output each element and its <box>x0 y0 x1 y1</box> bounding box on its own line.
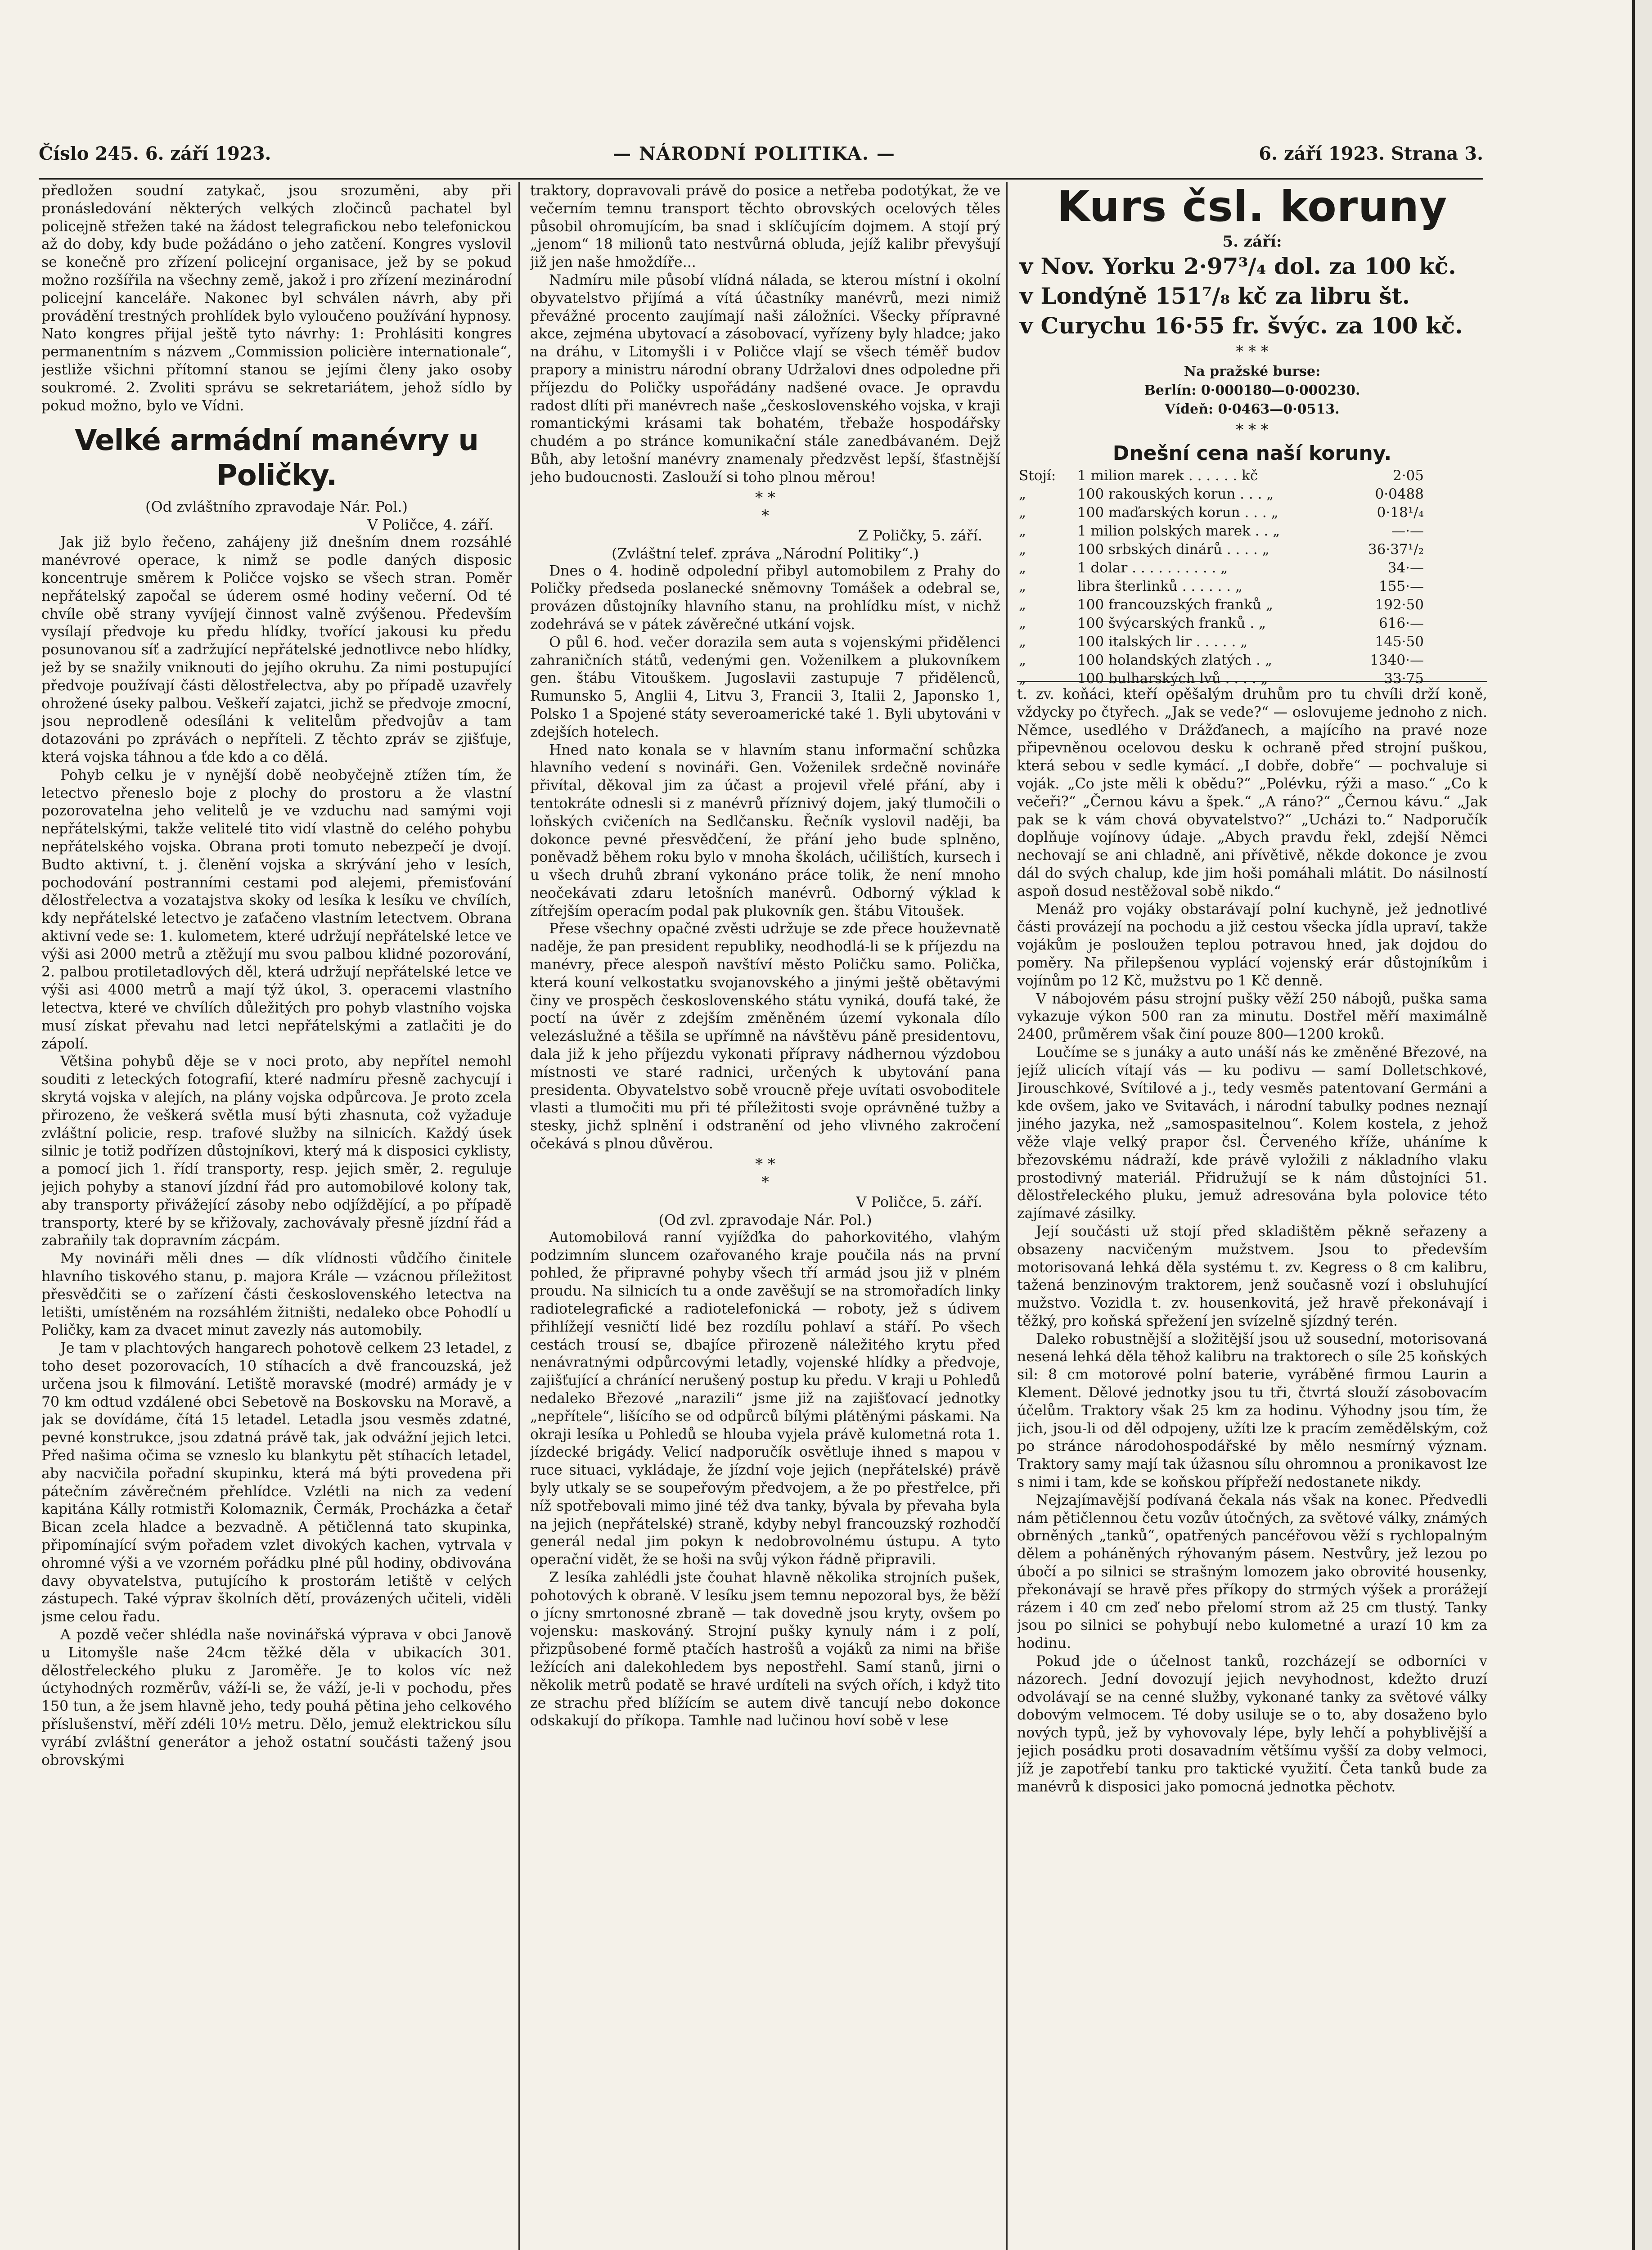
article-paragraph: Hned nato konala se v hlavním stanu informační schůzka hlavního vedení s novináři. Gen. Voženilek srdečně novináře přivítal, děkoval jim za účast a projevil vřelé přání, aby i tentokráte odnesli si z manévrů příznivý dojem, jaký tlumočili o loňských cvičeních na Sedlčansku. Řečník vyslovil naději, ba dokonce pevné přesvědčení, že přání jeho bude splněno, poněvadž během roku bylo v mnoha školách, učilištích, kursech i u všech druhů zbraní vykonáno práce tolik, že není mnoho neočekávati zdaru letošních manévrů. Odborný výklad k zítřejším operacím podal pak plukovník gen. štábu Vitoušek. <box>530 742 1000 919</box>
article-paragraph: Jak již bylo řečeno, zahájeny již dnešním dnem rozsáhlé manévrové operace, k nimž se podle daných disposic koncentruje směrem k Poličce vojsko se všech stran. Poměr nepřátelský započal se úderem osmé hodiny večerní. Od té chvíle obě strany vyvíjejí činnost valně zvýšenou. Především vysílají předvoje ku předu hlídky, tvořící jakousi ku předu posunovanou síť a zadržující nepřátelské jednotlivce nebo hlídky, jež by se snažily vniknouti do jejího okruhu. Za nimi postupující předvoje používají části dělostřelectva, aby po případě uzavřely ohrožené úseky palbou. Veškeří zajatci, jichž se předvoje zmocní, jsou neprodleně odesíláni k velitelům předvojův a tam dotazováni po zprávách o nepříteli. Z těchto zpráv se zjišťuje, která vojska táhnou a ťde kdo a co dělá. <box>41 534 512 765</box>
article-paragraph: Z lesíka zahlédli jste čouhat hlavně několika strojních pušek, pohotových k obraně. V lesíku jsem temnu nepozoral bys, že běží o jícny smrtonosné zbraně — tak dovedně jsou kryty, ovšem po vojensku: maskováný. Strojní pušky kynuly nám i z polí, přizpůsobené formě ptačích hastrošů a vojáků za nimi na břiše ležících ani dalekohledem bys nepostřehl. Samí stanů, jirni o několik metrů podatě se hravé urdíteli na svých ořích, i když tito ze strachu před blížícím se autem divě tancují nebo dokonce odskakují do příkopa. Tamhle nad lučinou hoví sobě v lese <box>530 1569 1000 1729</box>
rate-new-york: v Nov. Yorku 2·97³/₄ dol. za 100 kč. <box>1020 253 1456 279</box>
article-paragraph: traktory, dopravovali právě do posice a netřeba podotýkat, že ve večerním temnu transport těchto obrovských ocelových těles působil ohromujícím, ba snad i sklíčujícím dojmem. A stojí prý „jenom“ 18 milionů tato nestvůrná obluda, jejíž kalibr převyšují již jen naše hmoždíře... <box>530 183 1000 271</box>
article-paragraph: Většina pohybů děje se v noci proto, aby nepřítel nemohl souditi z leteckých fotografií, které nadmíru přesně zachycují i skrytá vojska v alejích, na plány vojska odpůrcova. Je proto zcela přirozeno, že veškerá světla musí býti zhasnuta, což vyžaduje zvláštní policie, resp. trafové služby na silnicích. Každý úsek silnic je totiž podřízen důstojníkovi, který má k disposici cyklisty, a pomocí jich 1. řídí transporty, resp. jejich směr, 2. reguluje jejich pohyby a stanoví jízdní řád pro automobilové kolony tak, aby transporty přivážející zásoby nebo odjíždějící, a po případě transporty, které by se křižovaly, zachovávaly přesně jízdní řád a zabraňily tak dopravním zácpám. <box>41 1053 512 1249</box>
column-2 <box>530 182 1000 2250</box>
article-dateline: V Poličce, 5. září. <box>856 1193 982 1210</box>
article-paragraph: Daleko robustnější a složitější jsou už sousední, motorisovaná nesená lehká děla těhož kalibru na traktorech o síle 25 koňských sil: 8 cm motorové polní baterie, vyráběné firmou Laurin a Klement. Dělové jednotky jsou tu tři, čtvrtá slouží zásobovacím účelům. Traktory však 25 km za hodinu. Výhodny jsou tím, že jich, jsou-li od děl odpojeny, užíti lze k pracím zemědělským, což po stránce národohospodářské by mělo nesmírný význam. Traktory samy mají tak úžasnou sílu ohromnou a pronikavost lze s nimi i tam, kde se koňskou přípřeží nedostanete nikdy. <box>1017 1331 1487 1491</box>
article-paragraph: Její součásti už stojí před skladištěm pěkně seřazeny a obsazeny nacvičeným mužstvem. Jsou to především motorisovaná lehká děla systému t. zv. Kegress o 8 cm kalibru, tažená benzinovým traktorem, jenž současně vozí i obsluhující mužstvo. Vozidla t. zv. housenkovitá, jež hravě překonávají i těžký, pro koňská spřežení jen svízelně sjízdný terén. <box>1017 1223 1487 1329</box>
rate-item: 1 milion marek . . . . . . kč <box>1077 468 1258 484</box>
article-paragraph: A pozdě večer shlédla naše novinářská výprava v obci Janově u Litomyšle naše 24cm těžké děla v ubikacích 301. dělostřeleckého pluku z Jaroměře. Je to kolos víc než úctyhodných rozměrův, váží-li se, že váží, je-li v pochodu, přes 150 tun, a že jsem hlavně jeho, tedy pouhá pětina jeho celkového příslušenství, měří zdéli 10½ metru. Dělo, jemuž elektrickou sílu vyrábí zvláštní generátor a jehož ostatní součásti tažený jsou obrovskými <box>41 1626 512 1768</box>
rate-item: 100 rakouských korun . . . „ <box>1077 486 1274 502</box>
rate-item: 100 italských lir . . . . . „ <box>1077 634 1248 650</box>
exchange-rate-title: Kurs čsl. koruny <box>1057 182 1448 231</box>
rate-zurich: v Curychu 16·55 fr. švýc. za 100 kč. <box>1020 312 1463 339</box>
page-header <box>39 143 1483 170</box>
section-separator: * * * <box>1236 342 1269 360</box>
exchange-rate-date: 5. září: <box>1222 233 1282 251</box>
rate-value: 2·05 <box>1392 468 1424 484</box>
article-paragraph: Nejzajímavější podívaná čekala nás však na konec. Předvedli nám pětičlennou četu vozův útočných, za světové války, známých obrněných „tanků“, opatřených pancéřovou věží s rychlopalným dělem a poháněných rýhovaným pásem. Nestvůry, jež lezou po úbočí a po silnici se strašným lomozem jako obrovité housenky, překonávají se hravě přes příkopy do strmých výšek a prorážejí rázem i 40 cm zeď nebo přelomí strom až 25 cm tlustý. Tanky jsou po silnici se pohybují nebo kulometné a urazí 10 km za hodinu. <box>1017 1492 1487 1652</box>
article-paragraph: Je tam v plachtových hangarech pohotově celkem 23 letadel, z toho deset pozorovacích, 10 stíhacích a dvě francouzská, jež určena jsou k filmování. Letiště moravské (modré) armády je v 70 km odtud vzdálené obci Sebetově na Boskovsku na Moravě, a jak se dovídáme, čítá 15 letadel. Letadla jsou vesměs zdatné, pevné konstrukce, jsou zdatná právě tak, jak odvážní jejich letci. Před našima očima se vzneslo ku blankytu pět stíhacích letadel, aby nacvičila pořadní skupinku, která má býti provedena při pátečním závěrečném přehlídce. Vzlétli na nich za vedení kapitána Kálly rotmistři Kolomaznik, Čermák, Procházka a četař Bican zcela hladce a bezvadně. A pětičlenná tato skupinka, připomínající svým pořadem vzlet divokých kachen, vytrvala v ohromné výši a ve vzorném pořádku plné půl hodiny, obdivována davy obyvatelstva, putujícího k prostorám letiště v celých zástupech. Také výprav školních dětí, provázených učiteli, viděli jsme celou řadu. <box>41 1340 512 1625</box>
article-headline: Velké armádní manévry u Poličky. <box>75 424 478 493</box>
rate-item: 100 holandských zlatých . „ <box>1077 652 1272 668</box>
rate-item: 100 francouzských franků „ <box>1077 597 1273 613</box>
rate-item: 100 švýcarských franků . „ <box>1077 615 1266 631</box>
header-rule <box>39 178 1483 180</box>
rate-value: 0·0488 <box>1375 486 1424 502</box>
article-paragraph: Dnes o 4. hodině odpolední přibyl automobilem z Prahy do Poličky předseda poslanecké sněmovny Tomášek a odebral se, provázen důstojníky hlavního stanu, na prohlídku míst, v nichž zodehrává se v pátek závěrečné utkání vojsk. <box>530 562 1000 633</box>
rate-item: 100 bulharských lvů . . . . „ <box>1077 670 1268 687</box>
article-byline: (Zvláštní telef. zpráva „Národní Politiky“.) <box>612 544 919 562</box>
table-row: „ 100 rakouských korun . . . „ 0·0488 <box>1019 485 1424 504</box>
table-row: „ 100 francouzských franků „ 192·50 <box>1019 596 1424 614</box>
article-paragraph: Přese všechny opačné zvěsti udržuje se zde přece houževnatě naděje, že pan president republiky, neodhodlá-li se k příjezdu na manévry, přece alespoň navštíví město Poličku samo. Polička, která kouní velkostatku svojanovského a jinými ještě obětavými činy ve prospěch československého státu vyniká, doufá také, že poctí na úvěr z zdejším změněném území vykonala dílo velezáslužné a těšila se upřímně na návštěvu páně presidentovu, dala již k jeho příjezdu vykonati přípravy nádhernou výzdobou místnosti ve staré radnici, určených k ubytování pana presidenta. Obyvatelstvo sobě vroucně přeje uvítati osvoboditele vlasti a tlumočiti mu při té příležitosti svoje oprávněné tužby a stesky, jichž splnění i odstranění od jeho vlivného zakročení očekává s plnou důvěrou. <box>530 921 1000 1152</box>
rate-value: 145·50 <box>1375 634 1424 650</box>
table-row: „ 1 milion polských marek . . „ —·— <box>1019 522 1424 540</box>
rate-value: 33·75 <box>1384 670 1424 687</box>
column-3 <box>1017 182 1487 2250</box>
article-byline: (Od zvláštního zpravodaje Nár. Pol.) <box>145 498 408 516</box>
section-separator: * * * <box>755 1155 775 1191</box>
rate-value: 616·— <box>1378 615 1424 631</box>
date-page-number: 6. září 1923. Strana 3. <box>1259 143 1483 164</box>
rate-london: v Londýně 151⁷/₈ kč za libru št. <box>1020 283 1410 309</box>
column-1 <box>41 182 512 2250</box>
scan-edge <box>1632 0 1652 2250</box>
article-paragraph: Nadmíru mile působí vlídná nálada, se kterou místní i okolní obyvatelstvo přijímá a vítá účastníky manévrů, mezi nimiž převážné procento zaujímají naši záložníci. Všecky přípravné akce, zejména ubytovací a zásobovací, vyřízeny byly hladce; jako na dráhu, v Litomyšli i v Poličce vlají se všech téměř budov prapory a ministru národní obrany Udržalovi dnes odpoledne při příjezdu do Poličky uspořádány nadšené ovace. Je opravdu radost dlíti při manévrech naše „československého vojska, v kraji romantickými krásami tak bohatém, třebaže hospodářsky chudém a po stránce komunikační stále zanedbávaném. Dejž Bůh, aby letošní manévry znamenaly předzvěst lepší, šťastnější jeho budoucnosti. Zaslouží si toho plnou měrou! <box>530 272 1000 486</box>
burse-berlin: Berlín: 0·000180—0·000230. <box>1144 382 1360 398</box>
rate-value: 36·37¹/₂ <box>1368 541 1424 558</box>
column-rule <box>518 182 520 2250</box>
burse-title: Na pražské burse: <box>1184 364 1321 379</box>
rate-value: 155·— <box>1378 578 1424 594</box>
article-paragraph: Pohyb celku je v nynější době neobyčejně ztížen tím, že letectvo přeneslo boje z plochy do prostoru a že vlastní pozorovatelna jeho velitelů je ve vzduchu nad samými voji nepřátelskými, takže velitelé tito vidí vlastně do celého pohybu nepřátelského vojska. Obrana proti tomuto nebezpečí je dvojí. Budto aktivní, t. j. členění vojska a skrývání jeho v lesích, pochodování postranními cestami pod alejemi, přemisťování dělostřelectva a vozatajstva skoky od lesíka k lesíku ve chvílích, kdy nepřátelské letectvo je zaťačeno vlastním letectvem. Obrana aktivní vede se: 1. kulometem, které udržují nepřátelské letce ve výši asi 2000 metrů a ztěžují mu svou palbou klidné pozorování, 2. palbou protiletadlových děl, která udržují nepřátelské letce ve výši asi 4000 metrů a mají týž úkol, 3. operacemi vlastního letectva, které ve chvílích důležitých pro pohyb vlastního vojska musí získat převahu nad letci nepřátelskými a zatlačiti je do zápolí. <box>41 767 512 1052</box>
section-separator: * * * <box>755 488 775 525</box>
rate-item: 100 maďarských korun . . . „ <box>1077 504 1278 521</box>
table-row: „ 100 maďarských korun . . . „ 0·18¹/₄ <box>1019 504 1424 522</box>
rate-item: 100 srbských dinárů . . . . „ <box>1077 541 1269 558</box>
crown-price-title: Dnešní cena naší koruny. <box>1112 442 1392 465</box>
article-dateline: Z Poličky, 5. září. <box>858 526 982 544</box>
article-paragraph: Automobilová ranní vyjížďka do pahorkovitého, vlahým podzimním sluncem ozařovaného kraje poučila nás na první pohled, že připravné pohyby všech tří armád jsou již v plném proudu. Na silnicích tu a onde zavěšují se na stromořadích linky radiotelegrafické a radiotelefonická — roboty, jež s údivem přihlížejí vesničtí lidé bez rozdílu pohlaví a stáří. Po všech cestách trousí se, dbajíce přirozeně náležitého krytu před nenávratnými odpůrcovými letadly, vojenské hlídky a předvoje, zajišťující a chránící nerušený postup ku předu. V kraji u Pohledů nedaleko Březové „narazili“ jsme již na zajišťovací jednotky „nepřítele“, lišícího se od odpůrců bílými plátěnými páskami. Na okraji lesíka u Pohledů se hlouba vyjela právě kulometná rota 1. jízdecké brigády. Velicí nadporučík osvětluje ihned s mapou v ruce situaci, vykládaje, že jízdní voje jejich (nepřátelské) právě byly utkaly se se soupeřovým předvojem, a že po přestřelce, při níž spotřebovali mimo jiné též dva tanky, bývala by převaha byla na jejich (nepřátelské) straně, kdyby nebyl francouzský rozhodčí generál nedal jim pokyn k nedobrovolnému ústupu. A tyto operační vidět, že se hoši na svůj výkon řádně připravili. <box>530 1229 1000 1568</box>
rate-value: 192·50 <box>1375 597 1424 613</box>
table-row <box>1019 467 1424 485</box>
masthead-title: — NÁRODNÍ POLITIKA. — <box>613 143 896 164</box>
article-byline: (Od zvl. zpravodaje Nár. Pol.) <box>658 1211 872 1228</box>
issue-number-date: Číslo 245. 6. září 1923. <box>39 143 271 164</box>
rate-value: 34·— <box>1387 560 1424 576</box>
article-paragraph: Pokud jde o účelnost tanků, rozcházejí se odborníci v názorech. Jední dovozují jejich nevyhodnost, kdežto druzí odvolávají se na cenné služby, vykonané tanky za světové války dobovým velmocem. Té doby usiluje se o to, aby dosaženo bylo nových typů, jež by vyhovovaly lépe, byly lehčí a pohyblivější a jejich posádku proti dosavadním většímu vyšší za doby velmoci, jíž je zapotřebí tanku pro taktické využití. Četa tanků bude za manévrů k disposici jako pomocná jednotka pěchotv. <box>1017 1653 1487 1795</box>
article-paragraph: t. zv. koňáci, kteří opěšalým druhům pro tu chvíli drží koně, vždycky po čtyřech. „Jak se vede?“ — oslovujeme jednoho z nich. Němce, usedlého v Drážďanech, a majícího na pravé noze připevněnou ocelovou desku k ochraně před strojní puškou, která sebou v sedle kymácí. „I dobře, dobře“ — pochvaluje si voják. „Co jste měli k obědu?“ „Polévku, rýži a maso.“ „Co k večeři?“ „Černou kávu a špek.“ „A ráno?“ „Černou kávu.“ „Jak pak se k vám chová obyvatelstvo?“ „Ucházi to.“ Nadporučík doplňuje vojínovy údaje. „Abych pravdu řekl, zdejší Němci nechovají se ani chladně, ani přívětivě, někde dokonce je zvou dál do svých chalup, kde jim hoši pomáhali mlátit. Do násilností aspoň dosud nestěžoval sobě nikdo.“ <box>1017 686 1487 900</box>
section-separator: * * * <box>1236 421 1269 439</box>
article-paragraph: O půl 6. hod. večer dorazila sem auta s vojenskými přidělenci zahraničních států, vedenými gen. Voženilkem a plukovníkem gen. štábu Vitouškem. Jugoslavii zastupuje 7 přidělenců, Rumunsko 5, Anglii 4, Litvu 3, Francii 3, Italii 2, Japonsko 1, Polsko 1 a Spojené státy severoamerické také 1. Byli ubytováni v zdejších hotelech. <box>530 634 1000 740</box>
burse-vienna: Vídeň: 0·0463—0·0513. <box>1165 401 1340 417</box>
table-row: „ 100 srbských dinárů . . . . „ 36·37¹/₂ <box>1019 540 1424 559</box>
stoji-label: Stojí: <box>1019 468 1056 484</box>
table-row: „ 100 švýcarských franků . „ 616·— <box>1019 614 1424 633</box>
article-paragraph: V nábojovém pásu strojní pušky věží 250 nábojů, puška sama vykazuje výkon 500 ran za minutu. Dostřel měří maximálně 2400, průměrem však činí pouze 800—1200 kroků. <box>1017 990 1487 1043</box>
table-row: „ libra šterlinků . . . . . . „ 155·— <box>1019 577 1424 596</box>
exchange-rate-box <box>1017 182 1487 687</box>
article-paragraph: Menáž pro vojáky obstarávají polní kuchyně, jež jednotlivé části provázejí na pochodu a již cestou všecka jídla upraví, takže vojákům je posloužen teplou potravou hned, jak dojdou do poměry. Na přilepšenou vyplácí vojenský erár důstojníkům i vojínům po 12 Kč, mužstvu po 1 Kč denně. <box>1017 901 1487 989</box>
table-row: „ 100 bulharských lvů . . . . „ 33·75 <box>1019 670 1424 688</box>
table-row: „ 1 dolar . . . . . . . . . . „ 34·— <box>1019 559 1424 577</box>
rate-value: —·— <box>1391 523 1424 539</box>
table-row: „ 100 holandských zlatých . „ 1340·— <box>1019 651 1424 670</box>
rate-item: 1 dolar . . . . . . . . . . „ <box>1077 560 1228 576</box>
article-paragraph: My novináři měli dnes — dík vlídnosti vůdčího činitele hlavního tiskového stanu, p. majora Krále — vzácnou příležitost přesvědčiti se o zařízení části československého letectva na letišti, umístěném na rozsáhlém žitništi, nedaleko obce Pohodlí u Poličky, kam za dvacet minut zavezly nás automobily. <box>41 1251 512 1339</box>
article-paragraph: předložen soudní zatykač, jsou srozuměni, aby při pronásledování některých velkých zločinců pachatel byl policejně střežen také na žádost telegrafickou nebo telefonickou až do doby, kdy bude požádáno o jeho zatčení. Kongres vyslovil se konečně pro zřízení policejní organisace, jež by se pokud možno rozšířila na všechny země, jakož i pro zřízení mezinárodní policejní kanceláře. Nakonec byl schválen návrh, aby při provádění trestných prohlídek bylo vyloučeno používání hypnosy. Nato kongres přijal ještě tyto návrhy: 1: Prohlásiti kongres permanentním s názvem „Commission policière internationale“, jestliže všichni přítomní stanou se jejími členy jako osoby soukromé. 2. Zvoliti správu se sekretariátem, jehož sídlo by pokud možno, bylo ve Vídni. <box>41 183 512 414</box>
rate-value: 1340·— <box>1370 652 1424 668</box>
rate-item: 1 milion polských marek . . „ <box>1077 523 1280 539</box>
rate-item: libra šterlinků . . . . . . „ <box>1077 578 1243 594</box>
crown-price-table <box>1019 467 1424 688</box>
column-rule <box>1006 182 1008 2250</box>
article-paragraph: Loučíme se s junáky a auto unáší nás ke změněné Březové, na jejíž ulicích vítají vás — ku podivu — samí Dolletschkové, Jirouschkové, Svítilové a j., tedy vesměs patentovaní Germáni a kde ovšem, jako ve Svitavách, i národní tabulky podnes neznají jiného jazyka, než „samospasitelnou“. Kolem kostela, z jehož věže vlaje velký prapor čsl. Červeného kříže, uháníme k březovskému nádraží, kde právě vyložili z nákladního vlaku prostodivný materiál. Přidružují se k nám důstojníci 51. dělostřeleckého pluku, jemuž adresována byla polovice této zajímavé zásilky. <box>1017 1044 1487 1222</box>
table-row: „ 100 italských lir . . . . . „ 145·50 <box>1019 633 1424 651</box>
article-dateline: V Poličce, 4. září. <box>367 516 494 534</box>
rate-value: 0·18¹/₄ <box>1377 504 1424 521</box>
